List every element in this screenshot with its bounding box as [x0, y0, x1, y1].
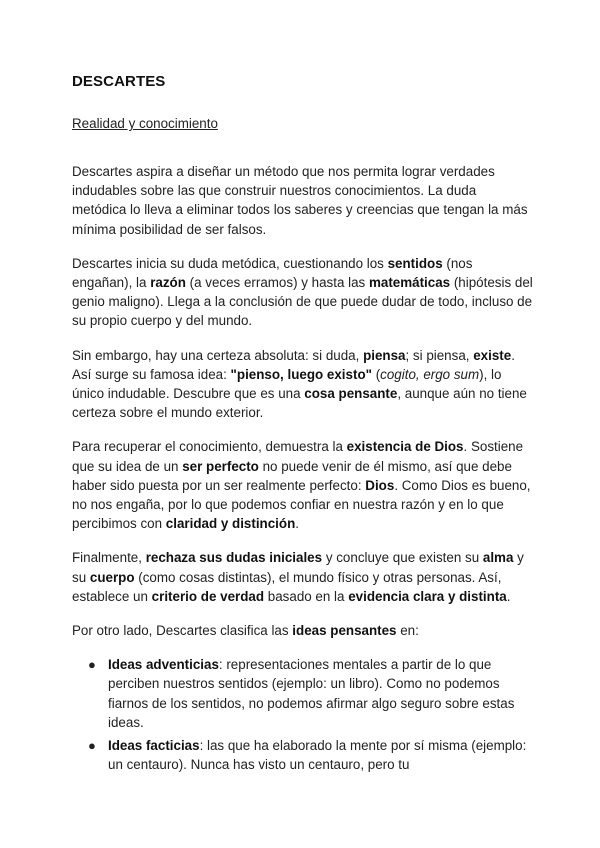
text: . — [506, 588, 511, 604]
paragraph-cogito — [72, 346, 534, 423]
paragraph-duda-metodica — [72, 254, 534, 331]
text: (hipótesis del genio maligno). Llega a la conclusión de que puede dudar de todo, incluso de su propio cuerpo y del mundo. — [72, 275, 533, 329]
paragraph-dios — [72, 437, 534, 533]
text: Descartes inicia su duda metódica, cuestionando los — [72, 255, 388, 271]
paragraph-ideas-intro — [72, 621, 534, 640]
text: Sin embargo, hay una certeza absoluta: si duda, — [72, 347, 364, 363]
text: : las que ha elaborado la mente por sí misma (ejemplo: un centauro). Nunca has visto un centauro, pero tu — [108, 738, 527, 773]
text: no puede venir de él mismo, así que debe haber sido puesta por un ser realmente perfecto: — [72, 458, 512, 493]
text: (a veces erramos) y hasta las — [185, 275, 369, 291]
term-ideas-pensantes: ideas pensantes — [292, 623, 397, 639]
list-item-ideas-adventicias — [72, 655, 534, 732]
term-razon: razón — [150, 275, 186, 291]
text: , aunque aún no tiene certeza sobre el mundo exterior. — [72, 386, 527, 421]
section-subtitle: Realidad y conocimiento — [72, 116, 218, 131]
term-pienso-luego-existo: "pienso, luego existo" — [230, 366, 372, 382]
term-cuerpo: cuerpo — [89, 569, 135, 585]
text: Para recuperar el conocimiento, demuestra la — [72, 439, 347, 455]
text: Por otro lado, Descartes clasifica las — [72, 623, 293, 639]
term-rechaza-dudas: rechaza sus dudas iniciales — [145, 550, 323, 566]
term-evidencia-clara: evidencia clara y distinta — [348, 588, 507, 604]
term-piensa: piensa — [363, 347, 406, 363]
text: (nos engañan), la — [72, 255, 473, 291]
text: en: — [396, 623, 419, 639]
term-cosa-pensante: cosa pensante — [304, 386, 398, 402]
term-ideas-adventicias: Ideas adventicias — [108, 657, 219, 673]
term-matematicas: matemáticas — [368, 275, 451, 291]
text: y concluye que existen su — [322, 550, 483, 566]
bullet-icon: ● — [88, 738, 96, 754]
text: Descartes aspira a diseñar un método que nos permita lograr verdades indudables sobre las que construir nuestros conocimientos. La duda metódica lo lleva a eliminar todos los saberes y creencias que tengan la más mínima posibilidad de ser falsos. — [72, 164, 528, 237]
paragraph-criterio-de-verdad — [72, 548, 534, 606]
paragraph-intro — [72, 162, 534, 239]
text: basado en la — [264, 588, 349, 604]
list-item-ideas-facticias — [72, 736, 534, 774]
text: ( — [371, 366, 381, 382]
text: (como cosas distintas), el mundo físico y otras personas. Así, establece un — [72, 569, 502, 604]
text: ; si piensa, — [405, 347, 474, 363]
text: . Así surge su famosa idea: — [72, 347, 515, 382]
term-sentidos: sentidos — [387, 255, 443, 271]
term-existe: existe — [473, 347, 512, 363]
document-title: DESCARTES — [72, 73, 166, 90]
term-ser-perfecto: ser perfecto — [182, 458, 259, 474]
term-existencia-de-dios: existencia de Dios — [346, 439, 464, 455]
text: . Como Dios es bueno, no nos engaña, por lo que podemos confiar en nuestra razón y en lo que percibimos con — [72, 477, 531, 532]
term-criterio-de-verdad: criterio de verdad — [151, 588, 265, 604]
term-dios: Dios — [365, 477, 395, 493]
bullet-icon: ● — [88, 657, 96, 673]
text: y su — [72, 550, 524, 585]
text: Finalmente, — [72, 550, 146, 566]
text: : representaciones mentales a partir de lo que perciben nuestros sentidos (ejemplo: un libro). Como no podemos fiarnos de los sentidos, no podemos afirmar algo seguro sobre estas ideas. — [108, 657, 515, 730]
term-alma: alma — [482, 550, 514, 566]
term-cogito-ergo-sum: cogito, ergo sum — [380, 366, 480, 382]
text: . — [295, 516, 299, 532]
document-body — [72, 162, 534, 778]
text: ), lo único indudable. Descubre que es una — [72, 366, 502, 402]
text: . Sostiene que su idea de un — [72, 439, 524, 474]
ideas-list — [72, 655, 534, 774]
term-claridad-y-distincion: claridad y distinción — [165, 516, 296, 532]
term-ideas-facticias: Ideas facticias — [108, 738, 200, 754]
